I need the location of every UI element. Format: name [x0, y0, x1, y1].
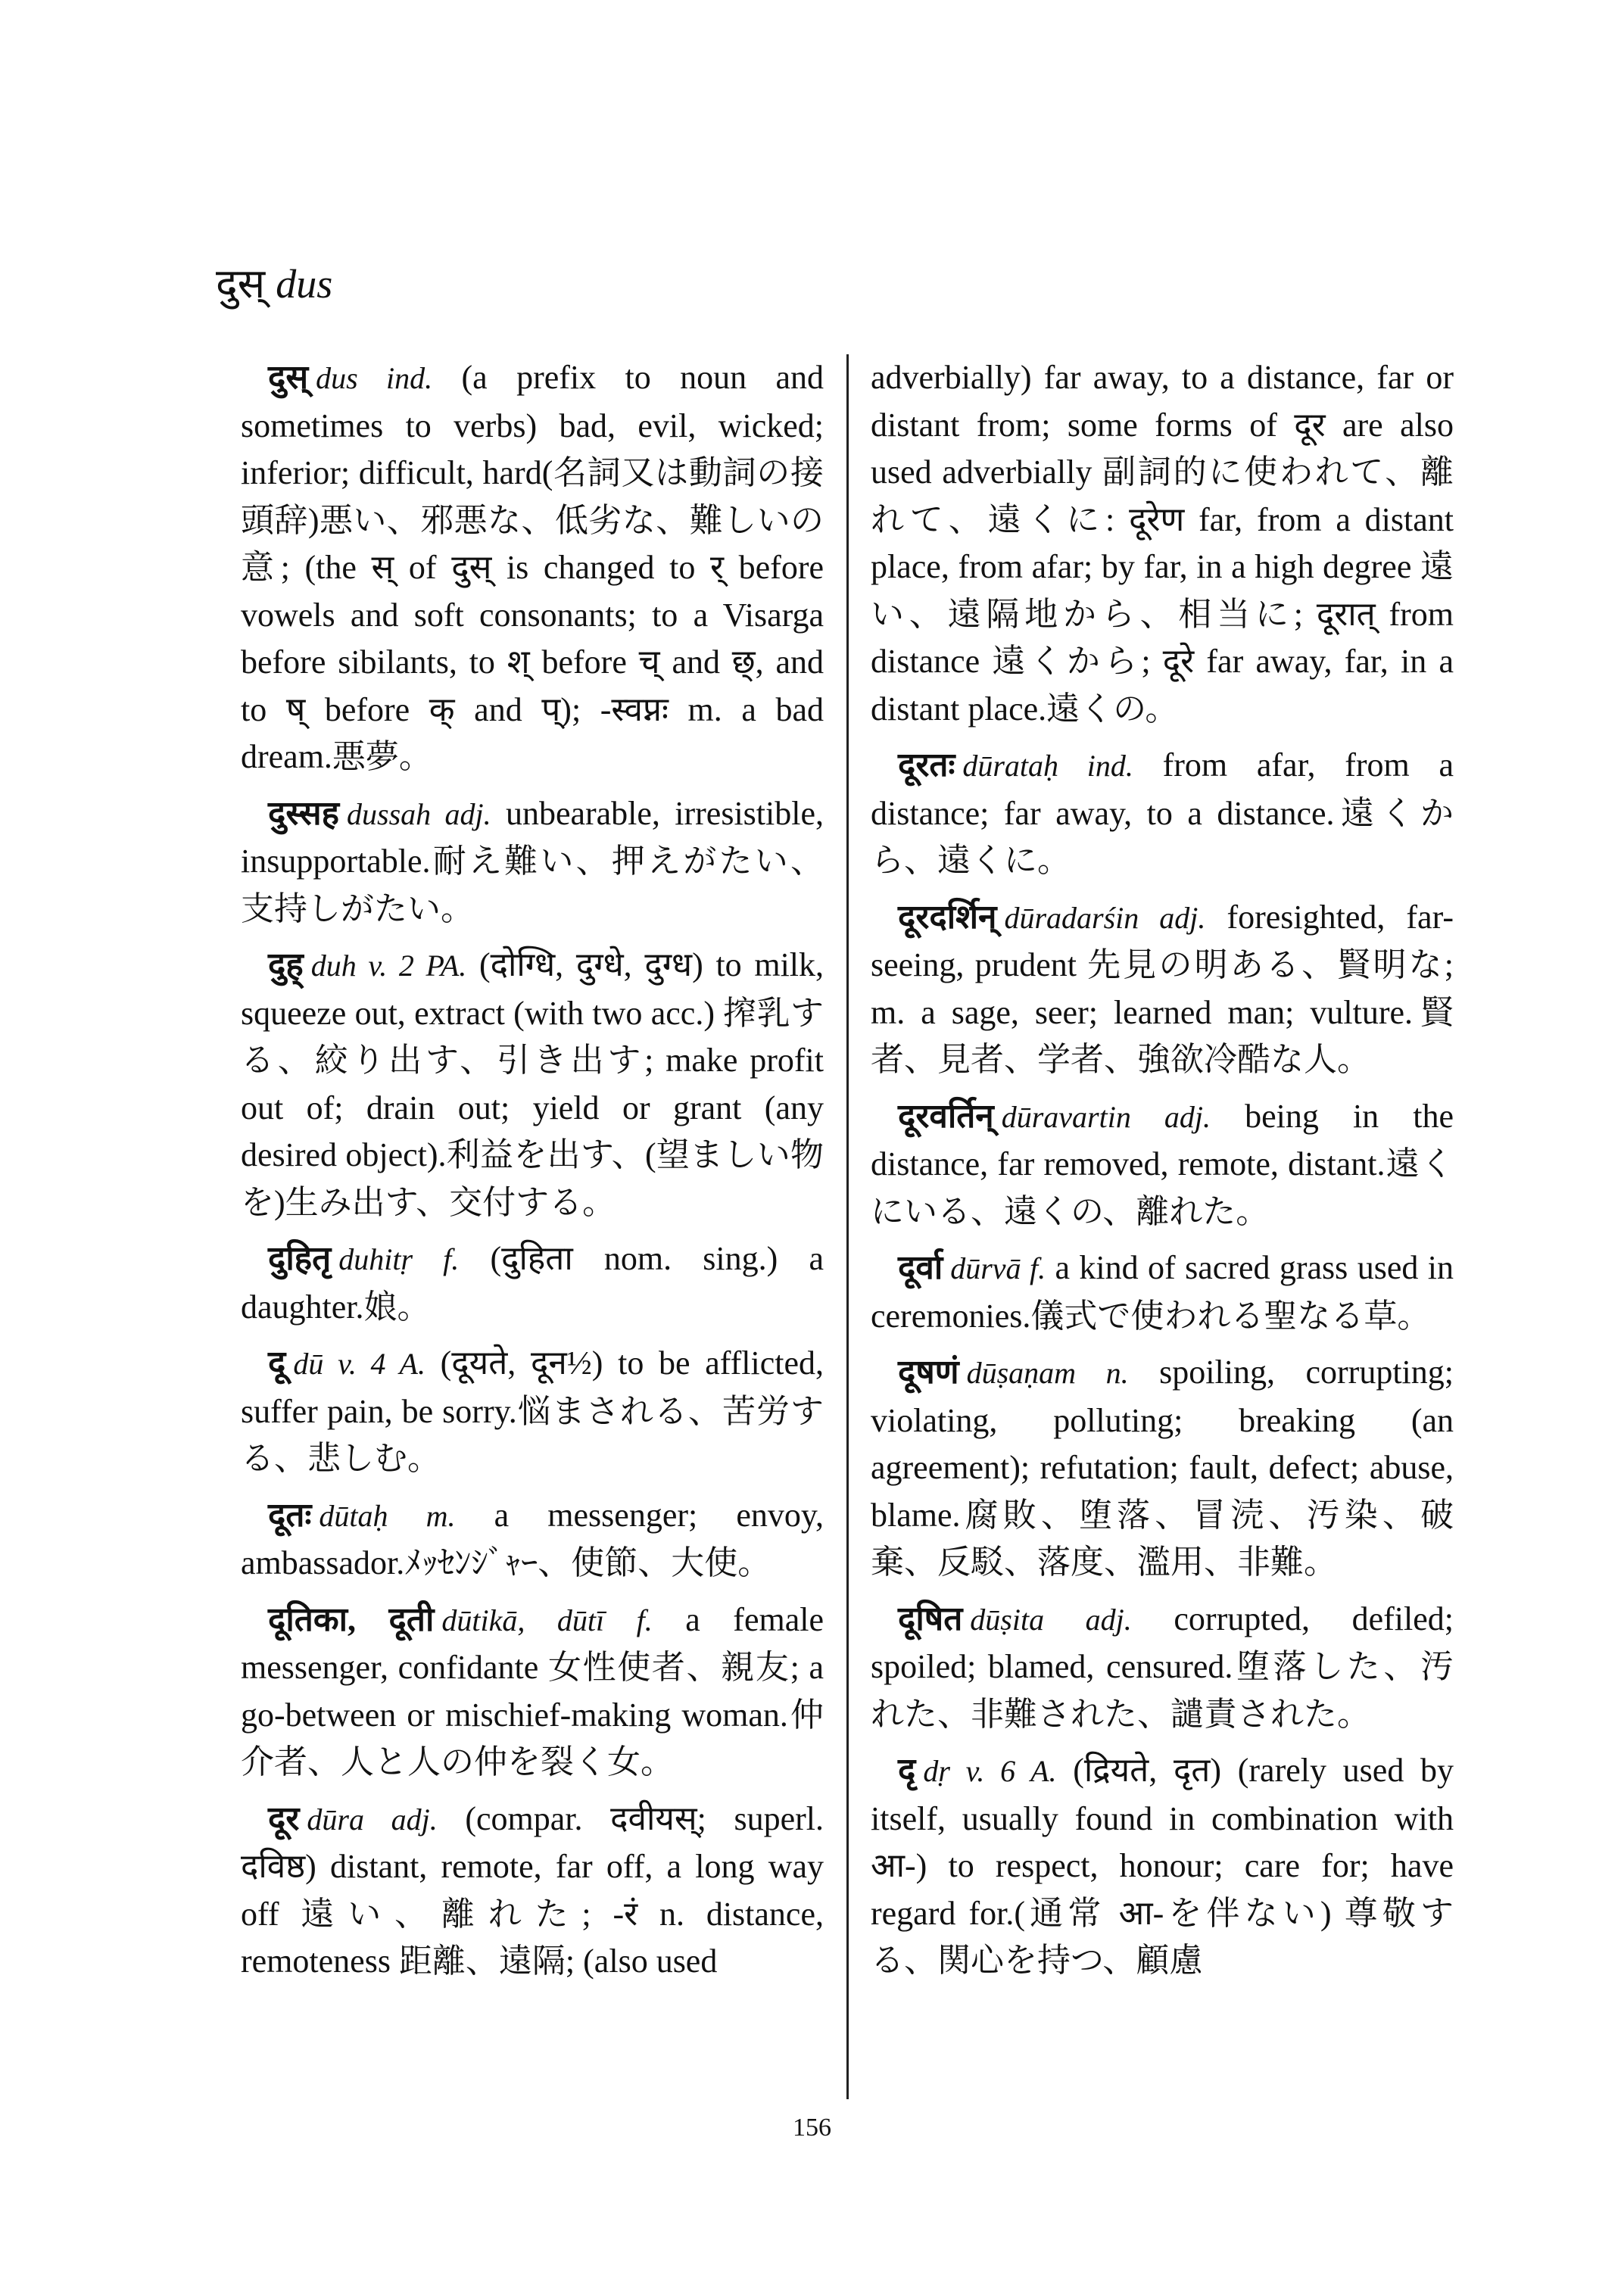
dictionary-entry: [871, 894, 1454, 1084]
entry-transliteration: duh v. 2 PA.: [310, 949, 467, 983]
dictionary-entry: [871, 1747, 1454, 1985]
entry-definition: (दोग्धि, दुग्धे, दुग्ध) to milk, squeeze out, extract (with two acc.) 搾乳する、絞り出す、引き出す; make profit out of; drain out; yield or grant (any desired object).利益を出す、(望ましい物を)生み出す、交付する。: [241, 946, 824, 1221]
entry-headword: दूर: [268, 1799, 300, 1837]
entry-headword: दुस्: [268, 359, 309, 396]
entry-definition: a messenger; envoy, ambassador.ﾒｯｾﾝｼﾞｬｰ、使節、大使。: [241, 1496, 824, 1581]
page-header: [216, 261, 333, 307]
dictionary-entry: [871, 1596, 1454, 1739]
dictionary-entry: [241, 354, 824, 781]
dictionary-entry: [241, 942, 824, 1226]
dictionary-entry: [871, 1093, 1454, 1236]
entry-definition: being in the distance, far removed, remote, distant.遠くにいる、遠くの、離れた。: [871, 1097, 1454, 1230]
dictionary-entry: [871, 742, 1454, 885]
dictionary-entry: [241, 1235, 824, 1331]
entry-definition: adverbially) far away, to a distance, far or distant from; some forms of दूर are also used adverbially 副詞的に使われて、離れて、遠くに: दूरेण far, from a distant place, from afar; by far, in a high degree 遠い、遠隔地から、相当に; दूरात् from distance 遠くから; दूरे far away, far, in a distant place.遠くの。: [871, 359, 1454, 727]
entry-transliteration: dūravartin adj.: [1001, 1099, 1211, 1134]
dictionary-entry: [241, 1492, 824, 1587]
right-column: [871, 354, 1454, 1994]
entry-definition: from afar, from a distance; far away, to a distance.遠くから、遠くに。: [871, 746, 1454, 879]
entry-transliteration: dūtikā, dūtī f.: [441, 1603, 653, 1637]
entry-transliteration: dūrataḥ ind.: [962, 749, 1133, 783]
entry-headword: दूरदर्शिन्: [898, 898, 997, 936]
entry-headword: दुस्सह: [268, 794, 340, 832]
entry-transliteration: dussah adj.: [347, 796, 491, 831]
entry-headword: दूतिका, दूती: [268, 1600, 435, 1638]
entry-transliteration: dūradarśin adj.: [1004, 900, 1206, 935]
entry-definition: (द्रियते, दृत) (rarely used by itself, usually found in combination with आ-) to respect, honour; care for; have regard for.(通常 आ-を伴ない) 尊敬する、関心を持つ、顧慮: [871, 1752, 1454, 1979]
entry-transliteration: dūtaḥ m.: [319, 1498, 456, 1533]
dictionary-entry-continuation: [871, 354, 1454, 733]
entry-definition: a female messenger, confidante 女性使者、親友; a go-between or mischief-making woman.仲介者、人と人の仲を裂く女。: [241, 1600, 824, 1781]
entry-transliteration: dūra adj.: [307, 1802, 438, 1837]
entry-definition: corrupted, defiled; spoiled; blamed, censured.堕落した、汚れた、非難された、譴責された。: [871, 1600, 1454, 1733]
entry-transliteration: duhitṛ f.: [338, 1242, 460, 1276]
entry-definition: (compar. दवीयस्; superl. दविष्ठ) distant, remote, far off, a long way off 遠い、離れた; -रं n. distance, remoteness 距離、遠隔; (also used: [241, 1799, 824, 1980]
entry-transliteration: dūṣaṇam n.: [966, 1356, 1129, 1390]
entry-transliteration: dūrvā f.: [950, 1251, 1046, 1285]
entry-definition: spoiling, corrupting; violating, polluting; breaking (an agreement); refutation; fault, defect; abuse, blame.腐敗、堕落、冒涜、汚染、破棄、反駁、落度、濫用、非難。: [871, 1354, 1454, 1581]
entry-headword: दूरतः: [898, 746, 955, 784]
entry-headword: दूषणं: [898, 1354, 959, 1391]
entry-definition: foresighted, far-seeing, prudent 先見の明ある、賢明な; m. a sage, seer; learned man; vulture.賢者、見者、学者、強欲冷酷な人。: [871, 898, 1454, 1078]
dictionary-entry: [241, 790, 824, 933]
entry-definition: unbearable, irresistible, insupportable.耐え難い、押えがたい、支持しがたい。: [241, 794, 824, 927]
entry-headword: दुहितृ: [268, 1240, 332, 1277]
page-number: 156: [793, 2114, 831, 2142]
entry-transliteration: dū v. 4 A.: [293, 1347, 425, 1381]
entry-transliteration: dus ind.: [316, 361, 433, 395]
dictionary-entry: [241, 1796, 824, 1986]
entry-definition: a kind of sacred grass used in ceremonies.儀式で使われる聖なる草。: [871, 1249, 1454, 1335]
entry-headword: दूर्वा: [898, 1249, 943, 1286]
entry-definition: (a prefix to noun and sometimes to verbs) bad, evil, wicked; inferior; difficult, hard(名詞又は動詞の接頭辞)悪い、邪悪な、低劣な、難しいの意; (the स् of दुस् is changed to र् before vowels and soft consonants; to a Visarga before sibilants, to श् before च् and छ्, and to ष् before क् and प्); -स्वप्नः m. a bad dream.悪夢。: [241, 359, 824, 775]
dictionary-entry: [871, 1349, 1454, 1587]
entry-headword: दूतः: [268, 1496, 312, 1534]
column-divider: [846, 354, 849, 2099]
entry-transliteration: dṛ v. 6 A.: [923, 1754, 1057, 1788]
header-roman: dus: [276, 261, 333, 307]
entry-headword: दुह्: [268, 946, 304, 983]
entry-transliteration: dūṣita adj.: [970, 1602, 1132, 1637]
left-column: [241, 354, 824, 1995]
entry-headword: दूरवर्तिन्: [898, 1097, 994, 1135]
entry-definition: (दुहिता nom. sing.) a daughter.娘。: [241, 1240, 824, 1326]
header-devanagari: दुस्: [216, 261, 266, 307]
dictionary-entry: [241, 1597, 824, 1787]
dictionary-entry: [241, 1340, 824, 1483]
dictionary-entry: [871, 1245, 1454, 1340]
entry-headword: दू: [268, 1344, 286, 1382]
entry-headword: दृ: [898, 1752, 916, 1789]
entry-definition: (दूयते, दून½) to be afflicted, suffer pain, be sorry.悩まされる、苦労する、悲しむ。: [241, 1344, 824, 1477]
entry-headword: दूषित: [898, 1600, 963, 1637]
